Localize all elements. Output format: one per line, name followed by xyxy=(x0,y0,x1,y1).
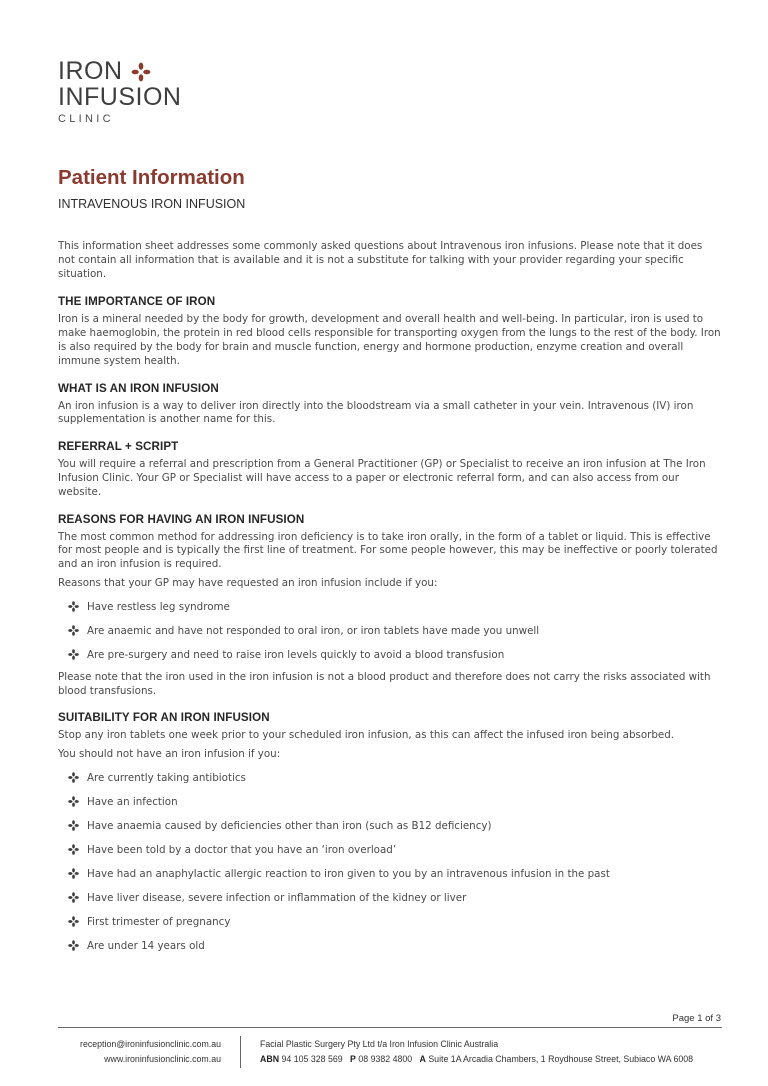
address-label: A xyxy=(419,1054,426,1064)
bullet-flower-icon xyxy=(68,649,79,660)
suitability-list-intro: You should not have an iron infusion if you: xyxy=(58,748,281,761)
list-item xyxy=(58,619,722,643)
section-heading-suitability: SUITABILITY FOR AN IRON INFUSION xyxy=(58,711,270,725)
intro-paragraph: This information sheet addresses some commonly asked questions about Intravenous iron infusions. Please note that it does not contain all information that is available and it is not a substitute for talking with your provider regarding your specific situation. xyxy=(58,240,703,280)
bullet-flower-icon xyxy=(68,796,79,807)
section-body-referral: You will require a referral and prescription from a General Practitioner (GP) or Specialist to receive an iron infusion at The Iron Infusion Clinic. Your GP or Specialist will have access to a paper or electronic referral form, and can also access from our website. xyxy=(58,458,706,498)
list-item-text: Have been told by a doctor that you have an ‘iron overload’ xyxy=(87,843,397,856)
list-item xyxy=(58,862,722,886)
list-item-text: Are pre-surgery and need to raise iron levels quickly to avoid a blood transfusion xyxy=(87,648,505,661)
list-item-text: Have an infection xyxy=(87,795,178,808)
list-item-text: Are anaemic and have not responded to oral iron, or iron tablets have made you unwell xyxy=(87,624,540,637)
bullet-flower-icon xyxy=(68,916,79,927)
suitability-list xyxy=(58,766,722,958)
page-number: Page 1 of 3 xyxy=(672,1013,721,1024)
list-item xyxy=(58,910,722,934)
page-subtitle: INTRAVENOUS IRON INFUSION xyxy=(58,197,246,211)
reasons-list xyxy=(58,595,722,667)
logo-word-iron: IRON xyxy=(58,57,123,85)
abn-label: ABN xyxy=(260,1054,280,1064)
bullet-flower-icon xyxy=(68,868,79,879)
bullet-flower-icon xyxy=(68,601,79,612)
list-item-text: Are under 14 years old xyxy=(87,939,205,952)
logo-word-clinic: CLINIC xyxy=(58,113,114,125)
phone-label: P xyxy=(350,1054,356,1064)
list-item xyxy=(58,838,722,862)
footer-vertical-divider xyxy=(240,1036,241,1068)
section-body-what: An iron infusion is a way to deliver iron directly into the bloodstream via a small catheter in your vein. Intravenous (IV) iron supplementation is another name for this. xyxy=(58,399,694,426)
clinic-logo xyxy=(58,58,181,125)
bullet-flower-icon xyxy=(68,892,79,903)
list-item-text: First trimester of pregnancy xyxy=(87,915,231,928)
footer-details xyxy=(260,1052,693,1067)
logo-flower-icon xyxy=(131,61,151,81)
section-heading-referral: REFERRAL + SCRIPT xyxy=(58,440,179,454)
bullet-flower-icon xyxy=(68,625,79,636)
list-item xyxy=(58,814,722,838)
footer-company-name: Facial Plastic Surgery Pty Ltd t/a Iron Infusion Clinic Australia xyxy=(260,1039,499,1049)
list-item xyxy=(58,886,722,910)
list-item-text: Are currently taking antibiotics xyxy=(87,771,246,784)
list-item-text: Have restless leg syndrome xyxy=(87,600,230,613)
list-item xyxy=(58,643,722,667)
section-body-suitability: Stop any iron tablets one week prior to your scheduled iron infusion, as this can affect the infused iron being absorbed. xyxy=(58,729,675,742)
bullet-flower-icon xyxy=(68,940,79,951)
section-body-importance: Iron is a mineral needed by the body for growth, development and overall health and well-being. In particular, iron is used to make haemoglobin, the protein in red blood cells responsible for transporting oxygen from the lungs to the rest of the body. Iron is also required by the body for brain and muscle function, energy and hormone production, enzyme creation and overall immune system health. xyxy=(58,313,721,367)
footer-contact xyxy=(58,1037,221,1067)
page-title: Patient Information xyxy=(58,166,245,189)
section-heading-importance: THE IMPORTANCE OF IRON xyxy=(58,295,216,309)
footer-divider-line xyxy=(58,1027,722,1028)
footer-website-link[interactable]: www.ironinfusionclinic.com.au xyxy=(104,1054,221,1064)
list-item-text: Have anaemia caused by deficiencies other than iron (such as B12 deficiency) xyxy=(87,819,492,832)
phone-value: 08 9382 4800 xyxy=(358,1054,413,1064)
section-body-reasons: The most common method for addressing iron deficiency is to take iron orally, in the form of a tablet or liquid. This is effective for most people and is typically the first line of treatment. For some people however, this may be ineffective or poorly tolerated and an iron infusion is required. xyxy=(58,530,718,571)
reasons-note: Please note that the iron used in the iron infusion is not a blood product and therefore does not carry the risks associated with blood transfusions. xyxy=(58,670,711,697)
section-heading-reasons: REASONS FOR HAVING AN IRON INFUSION xyxy=(58,512,305,526)
section-heading-what: WHAT IS AN IRON INFUSION xyxy=(58,381,219,395)
list-item-text: Have liver disease, severe infection or inflammation of the kidney or liver xyxy=(87,891,467,904)
list-item xyxy=(58,790,722,814)
reasons-list-intro: Reasons that your GP may have requested an iron infusion include if you: xyxy=(58,576,438,589)
list-item-text: Have had an anaphylactic allergic reaction to iron given to you by an intravenous infusion in the past xyxy=(87,867,610,880)
document-body xyxy=(58,240,722,958)
bullet-flower-icon xyxy=(68,772,79,783)
bullet-flower-icon xyxy=(68,820,79,831)
logo-word-infusion: INFUSION xyxy=(58,83,182,111)
list-item xyxy=(58,766,722,790)
footer-email-link[interactable]: reception@ironinfusionclinic.com.au xyxy=(80,1039,221,1049)
bullet-flower-icon xyxy=(68,844,79,855)
footer-company-info xyxy=(260,1037,693,1067)
list-item xyxy=(58,934,722,958)
abn-value: 94 105 328 569 xyxy=(281,1054,343,1064)
address-value: Suite 1A Arcadia Chambers, 1 Roydhouse Street, Subiaco WA 6008 xyxy=(428,1054,694,1064)
list-item xyxy=(58,595,722,619)
